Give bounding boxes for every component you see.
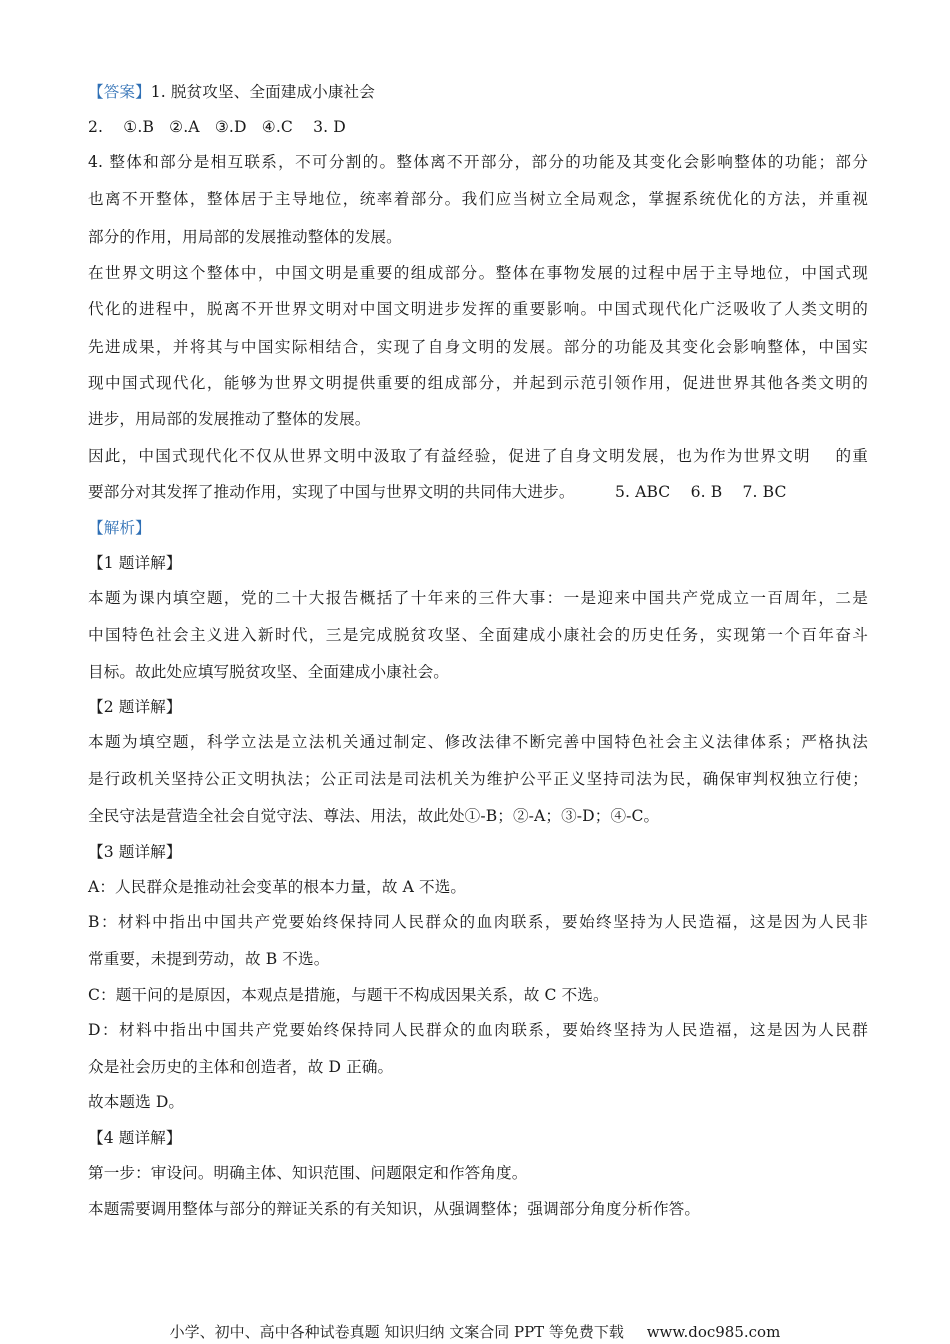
text-line-10 bbox=[88, 409, 868, 429]
line-text: 1. 脱贫攻坚、全面建成小康社会 bbox=[150, 83, 375, 101]
text-line-31 bbox=[88, 1163, 868, 1183]
text-line-4 bbox=[88, 189, 868, 209]
text-line-13 bbox=[88, 518, 868, 538]
line-text: 代化的进程中，脱离不开世界文明对中国文明进步发挥的重要影响。中国式现代化广泛吸收了人类文明的 bbox=[88, 300, 868, 318]
text-line-5 bbox=[88, 227, 868, 247]
line-text: 全民守法是营造全社会自觉守法、尊法、用法，故此处①-B；②-A；③-D；④-C。 bbox=[88, 807, 660, 825]
line-text: 【3 题详解】 bbox=[88, 843, 182, 861]
text-line-30 bbox=[88, 1128, 868, 1148]
line-text: 4. 整体和部分是相互联系，不可分割的。整体离不开部分，部分的功能及其变化会影响整体的功能；部分 bbox=[88, 153, 868, 171]
line-text: 众是社会历史的主体和创造者，故 D 正确。 bbox=[88, 1058, 394, 1076]
line-text: 现中国式现代化，能够为世界文明提供重要的组成部分，并起到示范引领作用，促进世界其他各类文明的 bbox=[88, 374, 868, 392]
line-text: 也离不开整体，整体居于主导地位，统率着部分。我们应当树立全局观念，掌握系统优化的方法，并重视 bbox=[88, 190, 868, 208]
line-text: C：题干问的是原因，本观点是措施，与题干不构成因果关系，故 C 不选。 bbox=[88, 986, 609, 1004]
text-line-12 bbox=[88, 482, 868, 502]
text-line-25 bbox=[88, 949, 868, 969]
footer-link[interactable]: www.doc985.com bbox=[646, 1323, 781, 1341]
line-text: 本题需要调用整体与部分的辩证关系的有关知识，从强调整体；强调部分角度分析作答。 bbox=[88, 1200, 701, 1218]
text-line-1 bbox=[88, 82, 868, 102]
section-tag: 【答案】 bbox=[88, 83, 151, 101]
text-line-21 bbox=[88, 806, 868, 826]
text-line-6 bbox=[88, 263, 868, 283]
line-text: 在世界文明这个整体中，中国文明是重要的组成部分。整体在事物发展的过程中居于主导地位，中国式现 bbox=[88, 264, 868, 282]
line-text: 部分的作用，用局部的发展推动整体的发展。 bbox=[88, 228, 402, 246]
line-text: 【4 题详解】 bbox=[88, 1129, 182, 1147]
text-line-8 bbox=[88, 337, 868, 357]
line-text: 目标。故此处应填写脱贫攻坚、全面建成小康社会。 bbox=[88, 663, 449, 681]
line-text: D：材料中指出中国共产党要始终保持同人民群众的血肉联系，要始终坚持为人民造福，这是因为人民群 bbox=[88, 1021, 868, 1039]
line-text: 因此，中国式现代化不仅从世界文明中汲取了有益经验，促进了自身文明发展，也为作为世界文明 的重 bbox=[88, 447, 868, 465]
text-line-20 bbox=[88, 769, 868, 789]
line-text: 中国特色社会主义进入新时代，三是完成脱贫攻坚、全面建成小康社会的历史任务，实现第一个百年奋斗 bbox=[88, 626, 868, 644]
page-footer bbox=[0, 1322, 950, 1342]
line-text: 本题为填空题，科学立法是立法机关通过制定、修改法律不断完善中国特色社会主义法律体系；严格执法 bbox=[88, 733, 868, 751]
text-line-22 bbox=[88, 842, 868, 862]
text-line-3 bbox=[88, 152, 868, 172]
text-line-11 bbox=[88, 446, 868, 466]
text-line-23 bbox=[88, 877, 868, 897]
text-line-29 bbox=[88, 1092, 868, 1112]
text-line-14 bbox=[88, 553, 868, 573]
line-text: 先进成果，并将其与中国实际相结合，实现了自身文明的发展。部分的功能及其变化会影响整体，中国实 bbox=[88, 338, 868, 356]
line-text: B：材料中指出中国共产党要始终保持同人民群众的血肉联系，要始终坚持为人民造福，这是因为人民非 bbox=[88, 913, 868, 931]
text-line-2 bbox=[88, 117, 868, 137]
section-tag: 【解析】 bbox=[88, 519, 151, 537]
text-line-26 bbox=[88, 985, 868, 1005]
text-line-18 bbox=[88, 697, 868, 717]
line-text: 【2 题详解】 bbox=[88, 698, 182, 716]
line-text: 本题为课内填空题，党的二十大报告概括了十年来的三件大事：一是迎来中国共产党成立一百周年，二是 bbox=[88, 589, 868, 607]
line-text: 是行政机关坚持公正文明执法；公正司法是司法机关为维护公平正义坚持司法为民，确保审判权独立行使； bbox=[88, 770, 868, 788]
line-text: 【1 题详解】 bbox=[88, 554, 182, 572]
footer-text: 小学、初中、高中各种试卷真题 知识归纳 文案合同 PPT 等免费下载 bbox=[169, 1323, 624, 1341]
text-line-7 bbox=[88, 299, 868, 319]
text-line-19 bbox=[88, 732, 868, 752]
text-line-27 bbox=[88, 1020, 868, 1040]
text-line-9 bbox=[88, 373, 868, 393]
text-line-15 bbox=[88, 588, 868, 608]
line-text: 故本题选 D。 bbox=[88, 1093, 185, 1111]
line-text: 2. ①.B ②.A ③.D ④.C 3. D bbox=[88, 118, 346, 136]
text-line-16 bbox=[88, 625, 868, 645]
line-text: A：人民群众是推动社会变革的根本力量，故 A 不选。 bbox=[88, 878, 467, 896]
text-line-32 bbox=[88, 1199, 868, 1219]
line-text: 第一步：审设问。明确主体、知识范围、问题限定和作答角度。 bbox=[88, 1164, 528, 1182]
line-text: 进步，用局部的发展推动了整体的发展。 bbox=[88, 410, 371, 428]
line-text: 常重要，未提到劳动，故 B 不选。 bbox=[88, 950, 330, 968]
line-text: 要部分对其发挥了推动作用，实现了中国与世界文明的共同伟大进步。 5. ABC 6. B 7. BC bbox=[88, 483, 787, 501]
text-line-28 bbox=[88, 1057, 868, 1077]
text-line-24 bbox=[88, 912, 868, 932]
text-line-17 bbox=[88, 662, 868, 682]
